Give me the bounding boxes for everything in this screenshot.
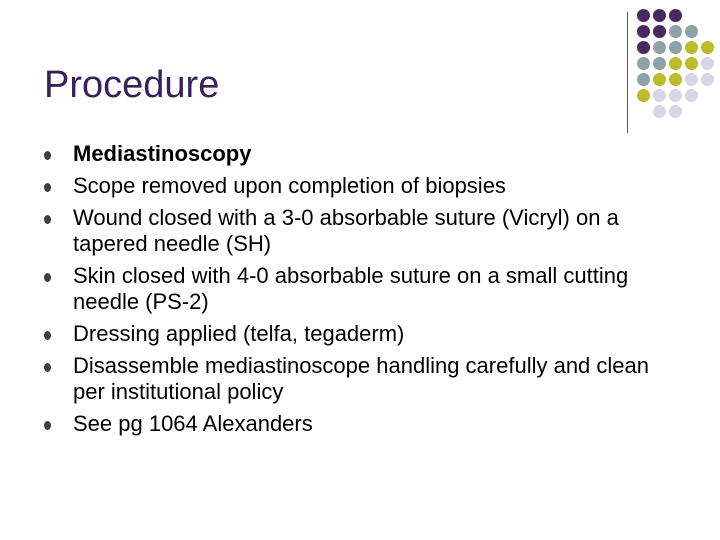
bullet-text: Scope removed upon completion of biopsies [73,173,506,198]
decor-dot [653,105,666,118]
decor-dot [701,57,714,70]
bullet-item [44,173,684,199]
decor-dot [669,41,682,54]
decor-dot [653,73,666,86]
bullet-item [44,353,684,405]
decor-dot [653,57,666,70]
bullet-item [44,205,684,257]
bullet-text: Mediastinoscopy [73,141,252,166]
decor-dot [637,73,650,86]
bullet-marker [44,183,51,192]
decor-dot [669,57,682,70]
decor-dot [701,73,714,86]
bullet-marker [44,331,51,340]
decor-dot [669,25,682,38]
slide-title: Procedure [44,64,220,106]
decor-dot [637,57,650,70]
decor-line [627,12,628,133]
bullet-text: Skin closed with 4-0 absorbable suture on a small cutting needle (PS-2) [73,263,629,314]
decor-dot [685,57,698,70]
bullet-marker [44,421,51,430]
decor-dot [669,9,682,22]
decor-dot [685,73,698,86]
bullet-item [44,141,684,167]
bullet-item [44,321,684,347]
decor-dot [653,41,666,54]
bullet-item [44,411,684,437]
decor-dot [637,41,650,54]
decor-dot [637,9,650,22]
decor-dot [637,89,650,102]
bullet-marker [44,215,51,224]
bullet-list [44,141,684,443]
decor-dot [685,41,698,54]
decor-dot [637,25,650,38]
bullet-item [44,263,684,315]
decor-dot [669,105,682,118]
bullet-text: Dressing applied (telfa, tegaderm) [73,321,405,346]
bullet-text: Wound closed with a 3-0 absorbable suture (Vicryl) on a tapered needle (SH) [73,205,619,256]
decor-dot [653,25,666,38]
bullet-text: Disassemble mediastinoscope handling carefully and clean per institutional policy [73,353,649,404]
decor-dot [669,73,682,86]
bullet-marker [44,273,51,282]
decor-dot [669,89,682,102]
bullet-marker [44,151,51,160]
decor-dot [685,25,698,38]
decor-dot [701,41,714,54]
bullet-marker [44,363,51,372]
decor-dot [653,89,666,102]
decor-dot [685,89,698,102]
bullet-text: See pg 1064 Alexanders [73,411,313,436]
decor-dot [653,9,666,22]
